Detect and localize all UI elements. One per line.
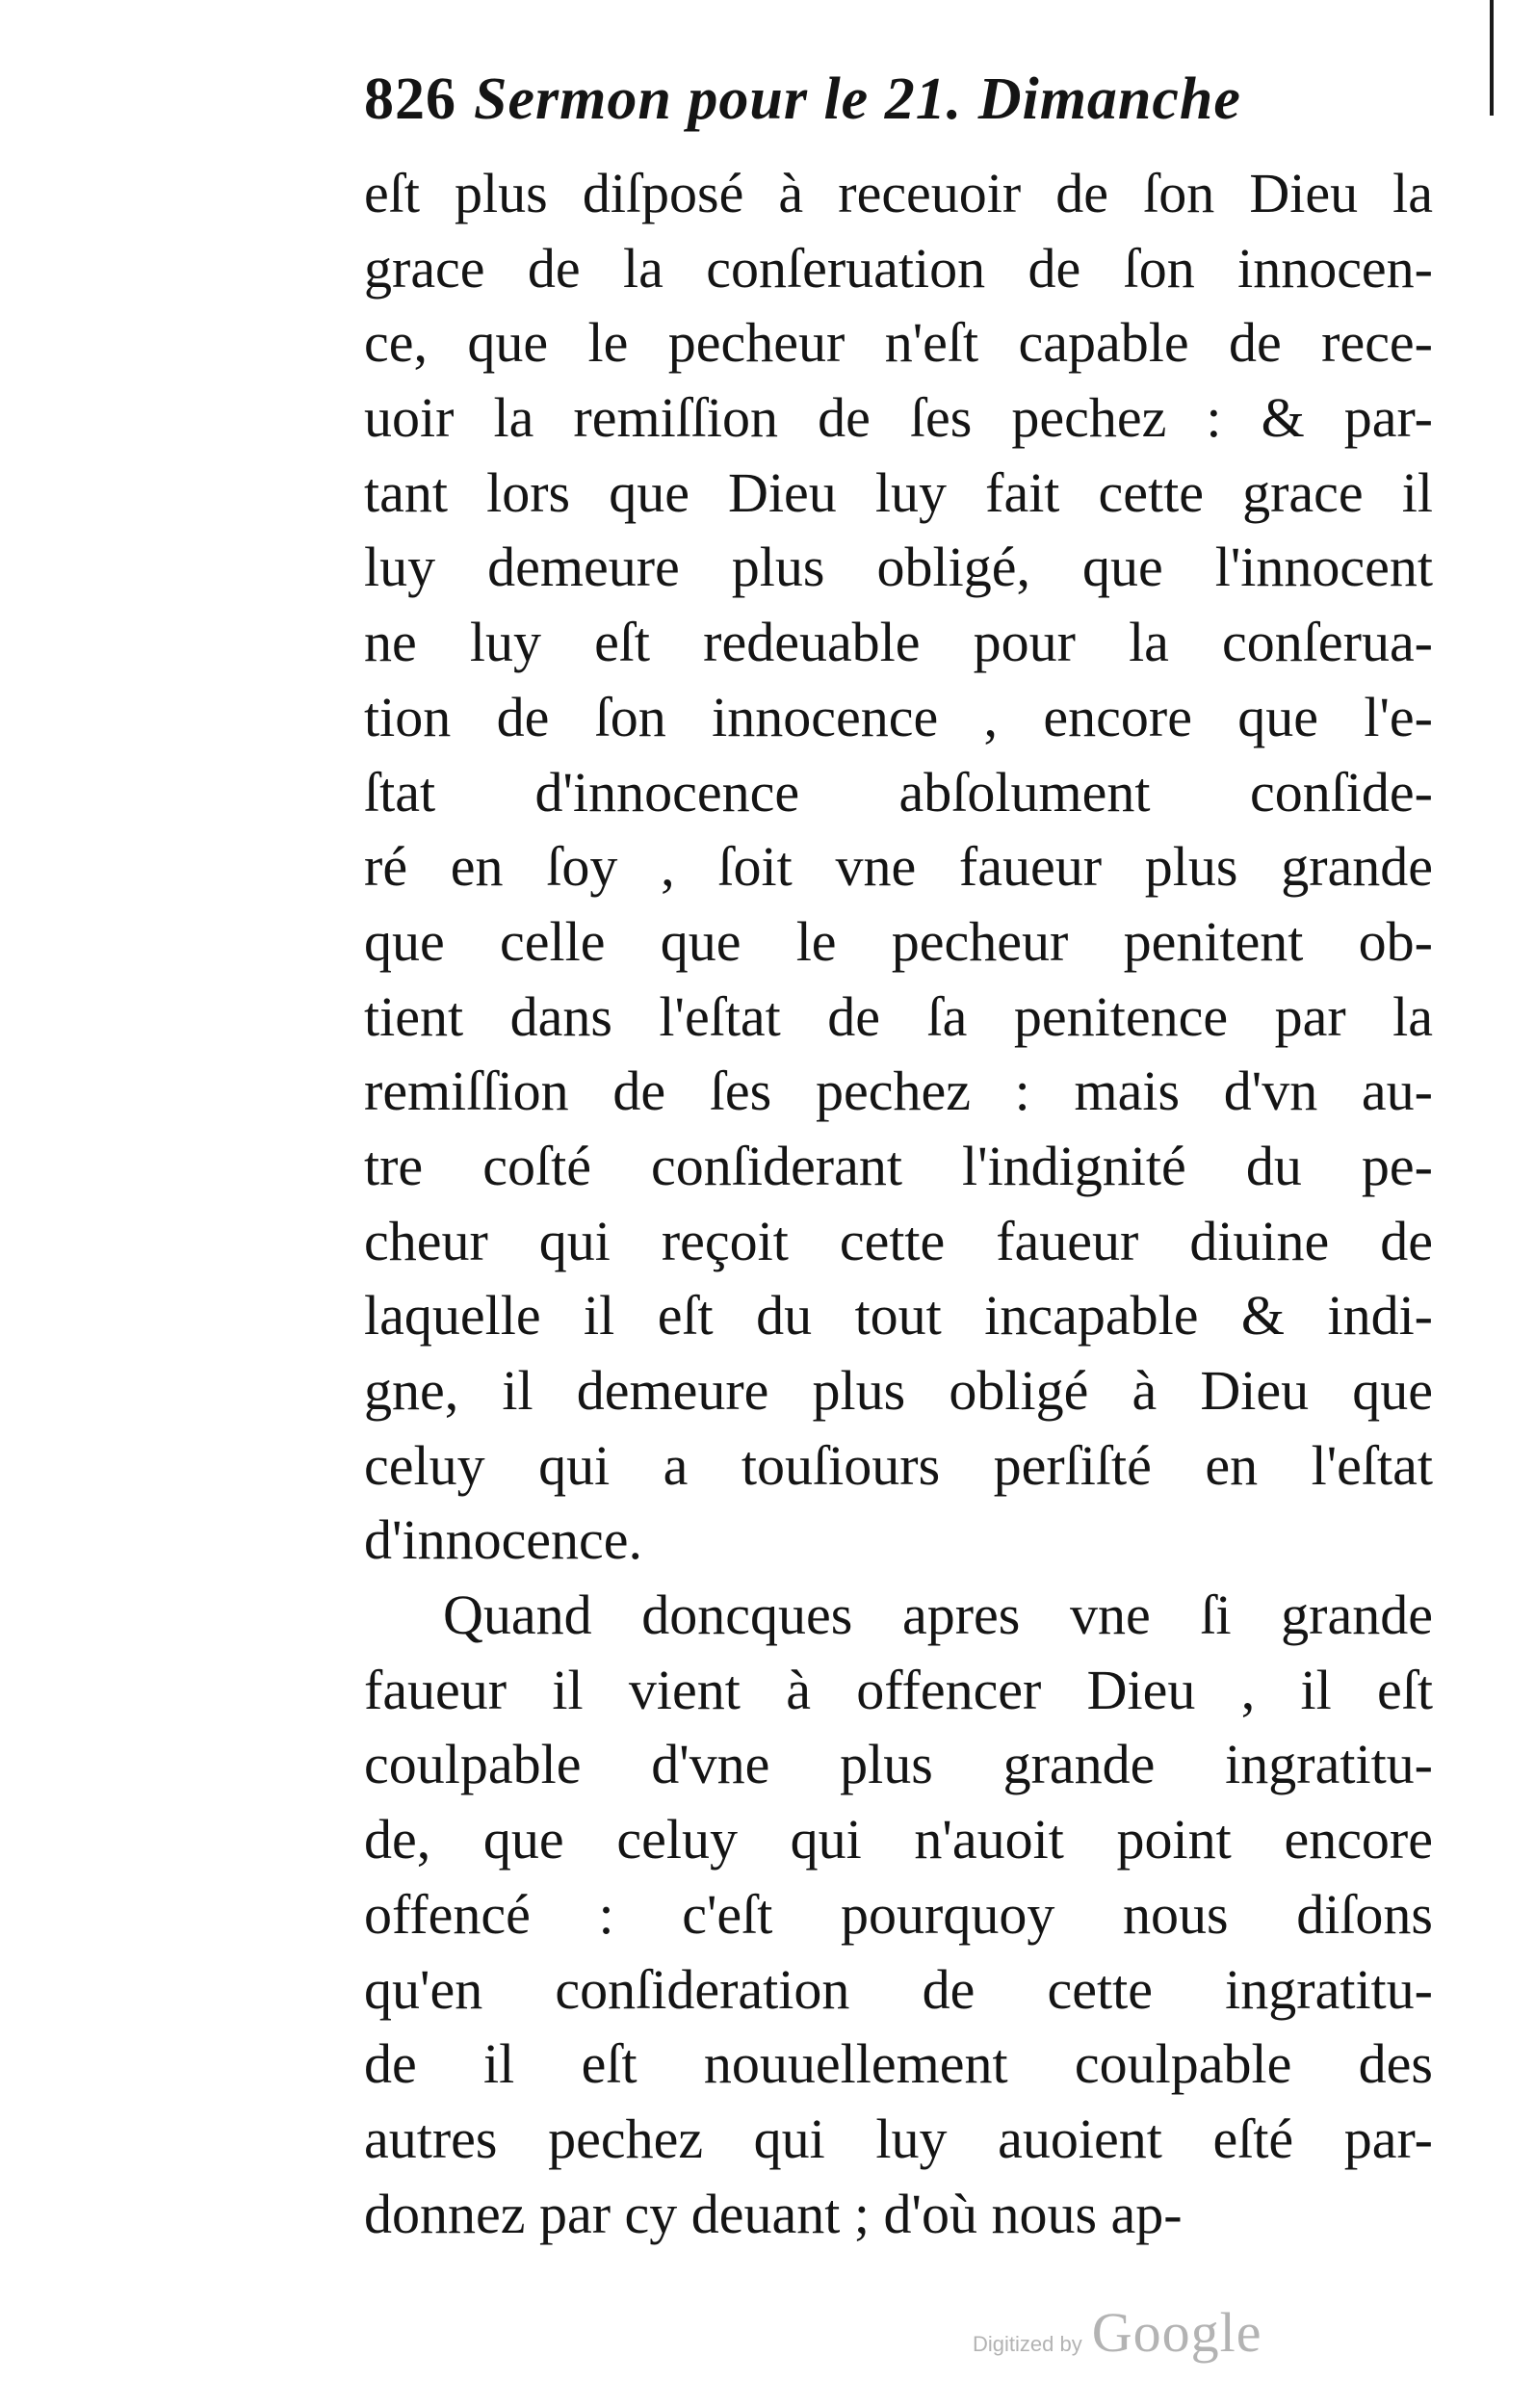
digitized-watermark — [973, 2300, 1262, 2365]
text-line: Quand doncques apres vne ſi grande — [443, 1584, 1433, 1647]
text-line: eſt plus diſposé à receuoir de ſon Dieu la — [364, 162, 1433, 224]
text-line: de il eſt nouuellement coulpable des — [364, 2032, 1433, 2096]
running-title: Sermon pour le 21. Dimanche — [474, 66, 1241, 132]
page-number: 826 — [364, 66, 456, 132]
text-line: coulpable d'vne plus grande ingratitu- — [364, 1733, 1433, 1796]
text-line: gne, il demeure plus obligé à Dieu que — [364, 1359, 1433, 1422]
text-line: offencé : c'eſt pourquoy nous diſons — [364, 1882, 1433, 1946]
text-line: tion de ſon innocence , encore que l'e- — [364, 685, 1433, 748]
text-line: grace de la conſeruation de ſon innocen- — [364, 236, 1433, 300]
text-line: d'innocence. — [364, 1508, 643, 1572]
text-line: que celle que le pecheur penitent ob- — [364, 909, 1433, 973]
text-line: de, que celuy qui n'auoit point encore — [364, 1808, 1433, 1871]
text-line: remiſſion de ſes pechez : mais d'vn au- — [364, 1060, 1433, 1123]
text-line: cheur qui reçoit cette faueur diuine de — [364, 1209, 1433, 1272]
body-text — [364, 156, 1433, 2251]
text-line: donnez par cy deuant ; d'où nous ap- — [364, 2182, 1183, 2245]
text-line: tient dans l'eſtat de ſa penitence par la — [364, 984, 1433, 1048]
text-line: ré en ſoy , ſoit vne faueur plus grande — [364, 835, 1433, 899]
text-line: autres pechez qui luy auoient eſté par- — [364, 2107, 1433, 2170]
text-line: ſtat d'innocence abſolument conſide- — [364, 760, 1433, 824]
text-line: laquelle il eſt du tout incapable & indi- — [364, 1284, 1433, 1348]
text-line: faueur il vient à offencer Dieu , il eſt — [364, 1658, 1433, 1721]
running-head — [364, 65, 1433, 154]
text-line: celuy qui a touſiours perſiſté en l'eſtat — [364, 1433, 1433, 1497]
text-line: ne luy eſt redeuable pour la conſerua- — [364, 611, 1433, 674]
watermark-prefix: Digitized by — [973, 2332, 1082, 2356]
watermark-brand: Google — [1091, 2301, 1262, 2364]
text-line: uoir la remiſſion de ſes pechez : & par- — [364, 386, 1433, 450]
text-line: ce, que le pecheur n'eſt capable de rece- — [364, 311, 1433, 375]
page-edge-rule — [1490, 0, 1494, 116]
text-line: luy demeure plus obligé, que l'innocent — [364, 536, 1433, 599]
text-line: tre coſté conſiderant l'indignité du pe- — [364, 1134, 1433, 1197]
text-line: qu'en conſideration de cette ingratitu- — [364, 1957, 1433, 2021]
paragraph — [364, 1578, 1433, 2251]
text-line: tant lors que Dieu luy fait cette grace il — [364, 460, 1433, 524]
paragraph — [364, 156, 1433, 1578]
book-page — [364, 65, 1433, 2251]
